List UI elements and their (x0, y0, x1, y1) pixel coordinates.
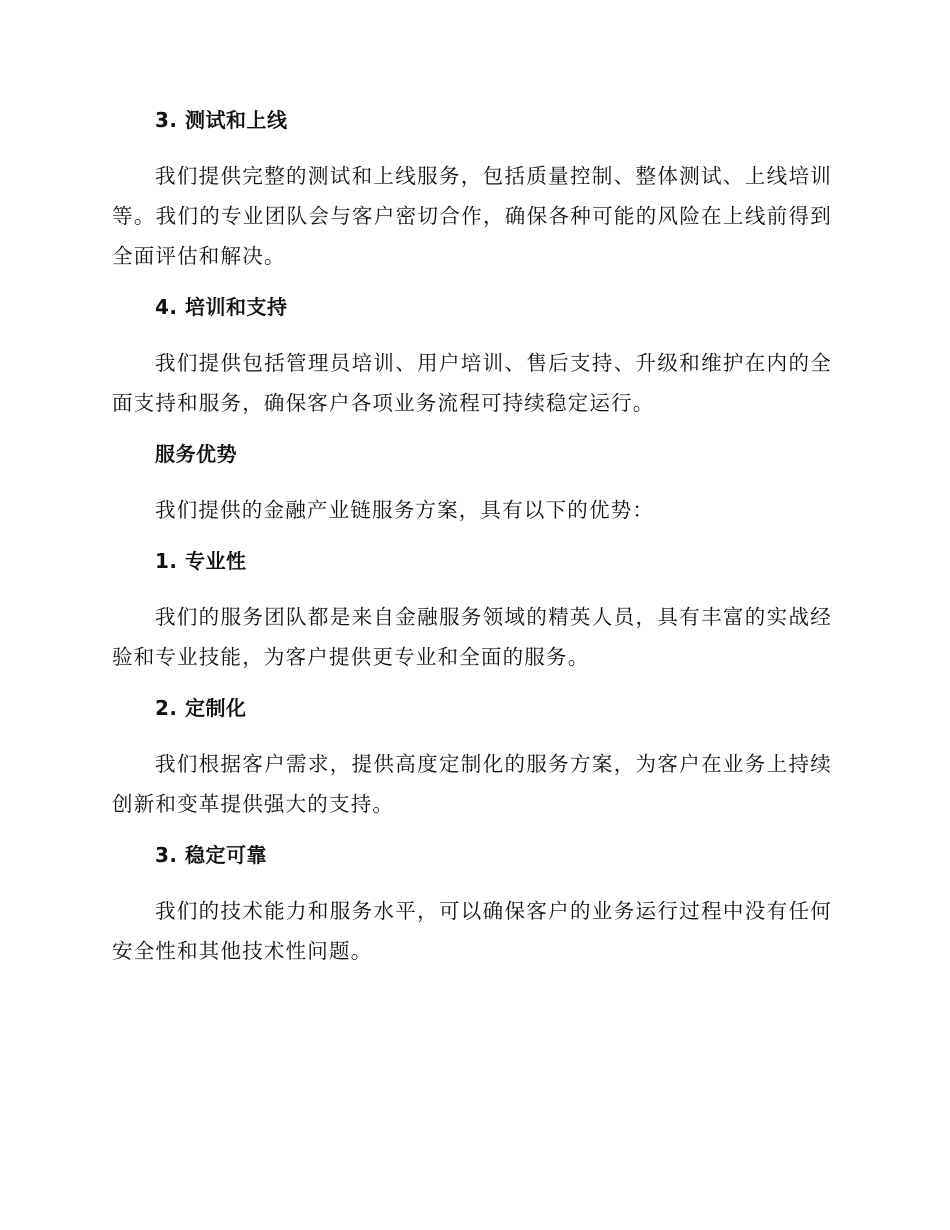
section-heading-stability: 3. 稳定可靠 (155, 843, 267, 867)
paragraph-customization: 我们根据客户需求，提供高度定制化的服务方案，为客户在业务上持续创新和变革提供强大的支持。 (112, 752, 832, 816)
paragraph-training-support: 我们提供包括管理员培训、用户培训、售后支持、升级和维护在内的全面支持和服务，确保客户各项业务流程可持续稳定运行。 (112, 351, 832, 415)
section-heading-service-advantages: 服务优势 (155, 442, 237, 466)
section-heading-training-support: 4. 培训和支持 (155, 295, 288, 319)
section-heading-testing-launch: 3. 测试和上线 (155, 108, 288, 132)
section-heading-professionalism: 1. 专业性 (155, 549, 247, 573)
paragraph-professionalism: 我们的服务团队都是来自金融服务领域的精英人员，具有丰富的实战经验和专业技能，为客户提供更专业和全面的服务。 (112, 605, 832, 669)
paragraph-stability: 我们的技术能力和服务水平，可以确保客户的业务运行过程中没有任何安全性和其他技术性问题。 (112, 899, 832, 963)
section-heading-customization: 2. 定制化 (155, 696, 247, 720)
paragraph-testing-launch: 我们提供完整的测试和上线服务，包括质量控制、整体测试、上线培训等。我们的专业团队会与客户密切合作，确保各种可能的风险在上线前得到全面评估和解决。 (112, 164, 832, 268)
paragraph-service-advantages-intro: 我们提供的金融产业链服务方案，具有以下的优势： (155, 498, 655, 522)
document-page (112, 106, 832, 971)
